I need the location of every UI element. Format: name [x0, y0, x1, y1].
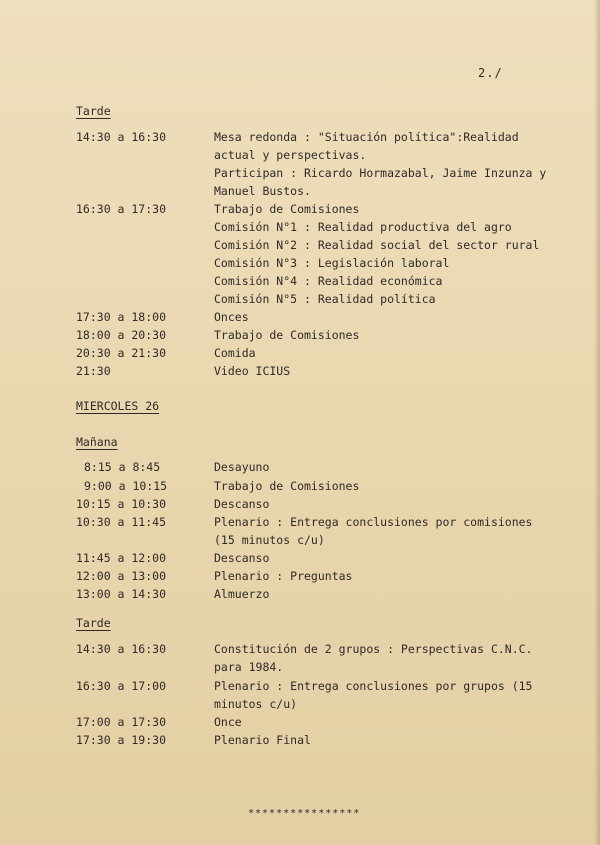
schedule-line: [0, 272, 600, 290]
day-heading: MIERCOLES 26: [76, 399, 160, 413]
activity: Plenario : Preguntas: [214, 569, 353, 583]
time-slot: 16:30 a 17:30: [76, 202, 167, 216]
activity: Plenario : Entrega conclusiones por comisiones: [214, 515, 533, 529]
schedule-line: [0, 236, 600, 254]
schedule-line: [0, 549, 600, 567]
activity: Comisión N°4 : Realidad económica: [214, 274, 443, 288]
schedule-line: [0, 695, 600, 713]
schedule-line: [0, 458, 600, 476]
time-slot: 21:30: [76, 364, 111, 378]
time-slot: 12:00 a 13:00: [76, 569, 167, 583]
time-slot: 18:00 a 20:30: [76, 328, 167, 342]
activity: Plenario Final: [214, 733, 311, 747]
schedule-line: [0, 677, 600, 695]
activity: Comisión N°1 : Realidad productiva del agro: [214, 220, 512, 234]
schedule-line: [0, 164, 600, 182]
schedule-line: [0, 477, 600, 495]
schedule-line: [0, 182, 600, 200]
activity: Comisión N°5 : Realidad política: [214, 292, 436, 306]
activity: Almuerzo: [214, 587, 270, 601]
section-heading-tarde: Tarde: [76, 616, 111, 630]
activity: Trabajo de Comisiones: [214, 479, 360, 493]
schedule-line: [0, 200, 600, 218]
time-slot: 20:30 a 21:30: [76, 346, 167, 360]
activity: Comisión N°3 : Legislación laboral: [214, 256, 450, 270]
schedule-line: [0, 567, 600, 585]
schedule-line: [0, 513, 600, 531]
schedule-line: [0, 713, 600, 731]
section-heading-tarde: Tarde: [76, 104, 111, 118]
schedule-line: [0, 585, 600, 603]
schedule-line: [0, 146, 600, 164]
schedule-line: [0, 308, 600, 326]
time-slot: 17:00 a 17:30: [76, 715, 167, 729]
activity: actual y perspectivas.: [214, 148, 367, 162]
schedule-line: [0, 326, 600, 344]
time-slot: 14:30 a 16:30: [76, 642, 167, 656]
schedule-line: [0, 344, 600, 362]
schedule-line: [0, 731, 600, 749]
footer-asterisks: ****************: [248, 808, 361, 819]
page-number: 2./: [478, 66, 503, 80]
time-slot: 16:30 a 17:00: [76, 679, 167, 693]
activity: Trabajo de Comisiones: [214, 328, 360, 342]
activity: Once: [214, 715, 242, 729]
activity: Comisión N°2 : Realidad social del sector rural: [214, 238, 540, 252]
schedule-line: [0, 254, 600, 272]
time-slot: 10:30 a 11:45: [76, 515, 167, 529]
activity: para 1984.: [214, 660, 284, 674]
activity: Descanso: [214, 497, 270, 511]
time-slot: 13:00 a 14:30: [76, 587, 167, 601]
activity: Constitución de 2 grupos : Perspectivas C.N.C.: [214, 642, 533, 656]
activity: Mesa redonda : "Situación política":Realidad: [214, 130, 519, 144]
time-slot: 9:00 a 10:15: [84, 479, 168, 493]
activity: Descanso: [214, 551, 270, 565]
activity: Plenario : Entrega conclusiones por grupos (15: [214, 679, 533, 693]
schedule-line: [0, 218, 600, 236]
schedule-line: [0, 495, 600, 513]
section-heading-manana: Mañana: [76, 435, 118, 449]
schedule-line: [0, 290, 600, 308]
activity: Onces: [214, 310, 249, 324]
activity: Participan : Ricardo Hormazabal, Jaime Inzunza y: [214, 166, 547, 180]
time-slot: 10:15 a 10:30: [76, 497, 167, 511]
activity: Manuel Bustos.: [214, 184, 311, 198]
time-slot: 17:30 a 19:30: [76, 733, 167, 747]
activity: (15 minutos c/u): [214, 533, 325, 547]
time-slot: 17:30 a 18:00: [76, 310, 167, 324]
activity: Video ICIUS: [214, 364, 291, 378]
activity: Trabajo de Comisiones: [214, 202, 360, 216]
schedule-line: [0, 531, 600, 549]
schedule-line: [0, 362, 600, 380]
schedule-line: [0, 128, 600, 146]
time-slot: 8:15 a 8:45: [84, 460, 161, 474]
schedule-line: [0, 658, 600, 676]
schedule-line: [0, 640, 600, 658]
activity: minutos c/u): [214, 697, 298, 711]
activity: Desayuno: [214, 460, 270, 474]
time-slot: 11:45 a 12:00: [76, 551, 167, 565]
time-slot: 14:30 a 16:30: [76, 130, 167, 144]
activity: Comida: [214, 346, 256, 360]
